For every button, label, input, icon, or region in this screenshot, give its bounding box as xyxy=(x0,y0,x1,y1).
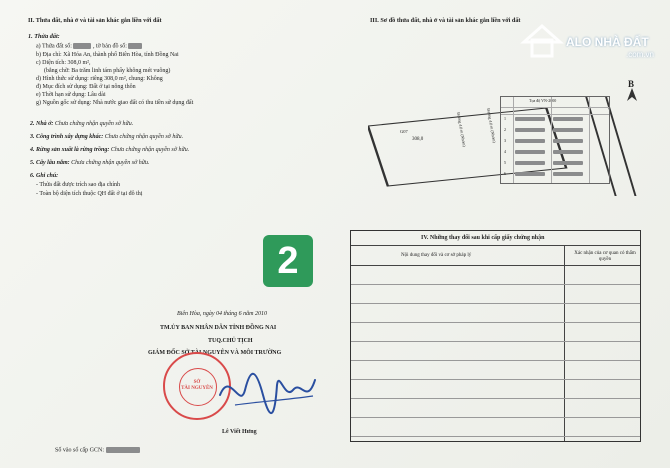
coordinate-point-id: 6 xyxy=(504,171,506,176)
coordinate-point-id: 4 xyxy=(504,149,506,154)
perennial-line xyxy=(30,160,150,166)
coordinate-point-id: 5 xyxy=(504,160,506,165)
gcn-number-label: Số vào sổ cấp GCN: xyxy=(55,447,104,454)
signing-organization: TM.ỦY BAN NHÂN DÂN TỈNH ĐỒNG NAI xyxy=(160,325,277,331)
redacted-coordinate xyxy=(553,150,583,154)
redacted-coordinate xyxy=(553,172,583,176)
redacted-coordinate xyxy=(515,161,545,165)
signature-image xyxy=(215,360,325,420)
parcel-code-label: G07 xyxy=(400,129,408,134)
watermark-logo xyxy=(520,16,670,66)
redacted-parcel-number xyxy=(73,43,91,49)
redacted-coordinate xyxy=(515,150,545,154)
signer-name: Lê Viết Hưng xyxy=(222,429,257,435)
usage-form-line: d) Hình thức sử dụng: riêng 308,0 m², chung: Không xyxy=(36,76,163,82)
section1-title: 1. Thửa đất: xyxy=(28,33,60,40)
forest-line xyxy=(30,147,189,153)
note-1: - Thửa đất được trích sao địa chính xyxy=(36,182,121,188)
coordinate-point-id: 1 xyxy=(504,116,506,121)
forest-value: Chưa chứng nhận quyền sở hữu. xyxy=(110,147,190,153)
other-construction-value: Chưa chứng nhận quyền sở hữu. xyxy=(104,134,184,140)
changes-blank-row xyxy=(351,303,640,304)
changes-col-content: Nội dung thay đổi và cơ sở pháp lý xyxy=(401,253,472,258)
redacted-coordinate xyxy=(553,139,583,143)
housing-line xyxy=(30,121,133,127)
redacted-coordinate xyxy=(515,117,545,121)
redacted-coordinate xyxy=(553,161,583,165)
on-behalf-of: TUQ.CHỦ TỊCH xyxy=(208,338,253,344)
changes-blank-row xyxy=(351,341,640,342)
note-2: - Toàn bộ diện tích thuộc QH đất ở tại đô thị xyxy=(36,191,143,197)
road-label-2: Đường 4,0 m (Nhóm) xyxy=(486,107,498,144)
other-construction-label: 3. Công trình xây dựng khác: xyxy=(30,134,104,140)
changes-blank-row xyxy=(351,360,640,361)
redacted-coordinate xyxy=(553,128,583,132)
usage-origin-line: g) Nguồn gốc sử dụng: Nhà nước giao đất có thu tiền sử dụng đất xyxy=(36,100,194,106)
redacted-gcn-number xyxy=(106,447,140,453)
seal-text: SỞ TÀI NGUYÊN xyxy=(181,380,213,391)
changes-blank-row xyxy=(351,322,640,323)
other-construction-line xyxy=(30,134,183,140)
signer-position: GIÁM ĐỐC SỞ TÀI NGUYÊN VÀ MÔI TRƯỜNG xyxy=(148,350,282,356)
redacted-map-sheet xyxy=(128,43,142,49)
changes-table-title: IV. Những thay đổi sau khi cấp giấy chứng nhận xyxy=(421,235,545,241)
north-arrow-label: B xyxy=(628,79,635,89)
changes-blank-row xyxy=(351,379,640,380)
changes-table xyxy=(350,230,641,442)
changes-col-confirmation: Xác nhận của cơ quan có thẩm quyền xyxy=(574,251,636,262)
parcel-number-label: a) Thửa đất số: xyxy=(36,43,72,50)
parcel-number-line xyxy=(36,43,142,49)
coordinate-table-title: Tọa độ VN-2000 xyxy=(529,98,557,103)
housing-value: Chưa chứng nhận quyền sở hữu. xyxy=(54,121,134,127)
changes-blank-row xyxy=(351,284,640,285)
parcel-area-label: 308,0 xyxy=(412,137,424,142)
housing-label: 2. Nhà ở: xyxy=(30,121,54,127)
watermark-brand: ALO NHÀ ĐẤT xyxy=(566,35,649,49)
house-logo-icon xyxy=(520,20,564,60)
redacted-coordinate xyxy=(553,117,583,121)
address-line: b) Địa chỉ: Xã Hóa An, thành phố Biên Hòa, tỉnh Đồng Nai xyxy=(36,52,179,58)
page-number-badge: 2 xyxy=(263,235,313,287)
usage-purpose-line: đ) Mục đích sử dụng: Đất ở tại nông thôn xyxy=(36,84,136,90)
usage-term-line: e) Thời hạn sử dụng: Lâu dài xyxy=(36,92,106,98)
map-sheet-label: , tờ bản đồ số: xyxy=(92,43,127,50)
forest-label: 4. Rừng sản xuất là rừng trồng: xyxy=(30,147,110,153)
signing-date: Biên Hòa, ngày 04 tháng 6 năm 2010 xyxy=(177,311,267,317)
notes-title: 6. Ghi chú: xyxy=(30,173,59,179)
coordinate-point-id: 2 xyxy=(504,127,506,132)
redacted-coordinate xyxy=(515,139,545,143)
section2-title: II. Thửa đất, nhà ở và tài sản khác gắn liền với đất xyxy=(28,17,162,24)
changes-blank-row xyxy=(351,417,640,418)
redacted-coordinate xyxy=(515,128,545,132)
coordinate-point-id: 3 xyxy=(504,138,506,143)
changes-blank-row xyxy=(351,436,640,437)
redacted-coordinate xyxy=(515,172,545,176)
road-label: Đường 4,0 m (Nhóm) xyxy=(456,111,468,148)
coordinate-table xyxy=(500,96,610,184)
changes-blank-row xyxy=(351,398,640,399)
section3-title: III. Sơ đồ thửa đất, nhà ở và tài sản khác gắn liền với đất xyxy=(370,17,521,24)
watermark-domain: .com.vn xyxy=(626,50,655,59)
perennial-value: Chưa chứng nhận quyền sở hữu. xyxy=(71,160,150,166)
area-line: c) Diện tích: 308,0 m², xyxy=(36,60,91,66)
gcn-number-line xyxy=(55,447,140,453)
area-in-words: (bằng chữ: Ba trăm linh tám phẩy không mét vuông) xyxy=(44,68,171,74)
perennial-label: 5. Cây lâu năm: xyxy=(30,160,70,166)
